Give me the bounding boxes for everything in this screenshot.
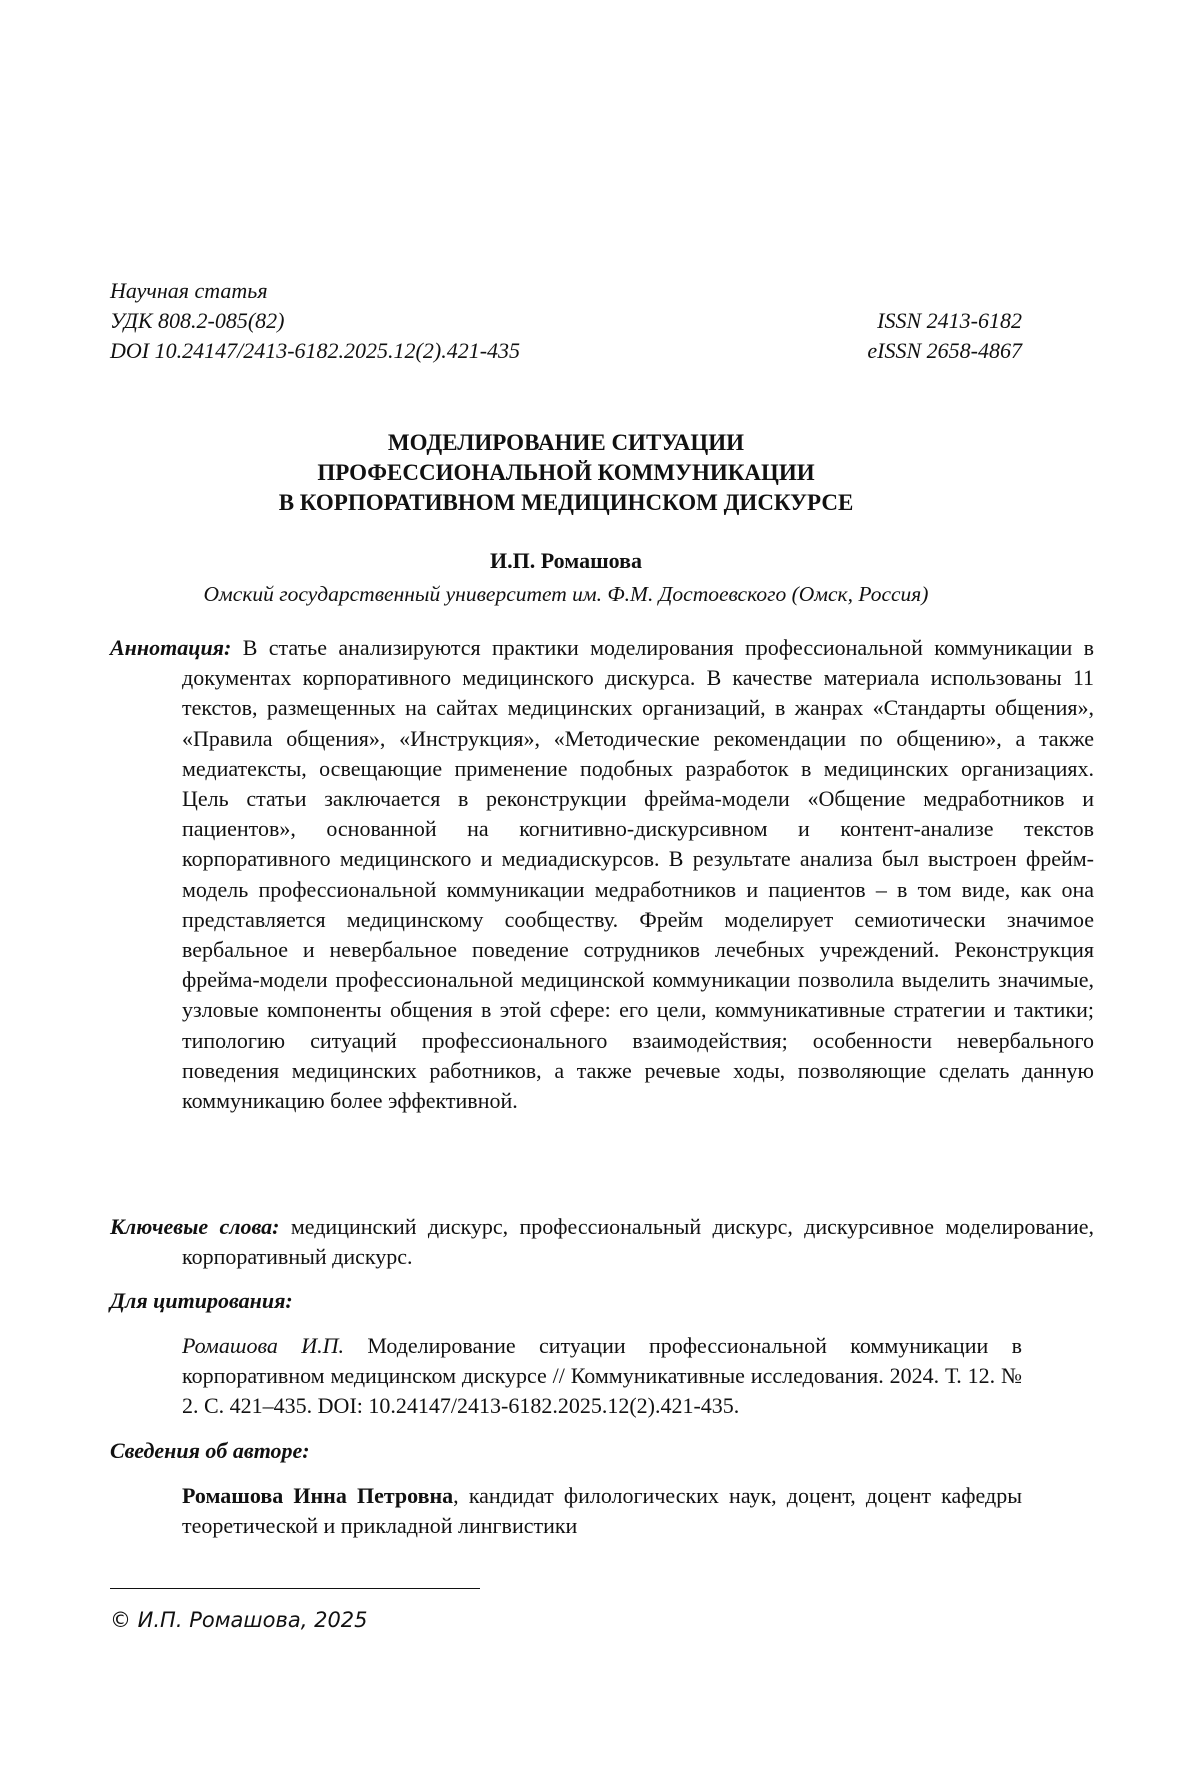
title-line-2: ПРОФЕССИОНАЛЬНОЙ КОММУНИКАЦИИ <box>317 460 815 485</box>
citation-heading: Для цитирования: <box>110 1288 293 1313</box>
title-line-3: В КОРПОРАТИВНОМ МЕДИЦИНСКОМ ДИСКУРСЕ <box>278 490 854 515</box>
abstract-label: Аннотация: <box>110 635 232 660</box>
author-info-text: , кандидат филологических наук, доцент, доцент кафедры теоретической и прикладной лингвистики <box>182 1483 1023 1539</box>
author-info-block <box>182 1481 1022 1541</box>
citation-author: Ромашова И.П. <box>182 1333 344 1358</box>
author-info-heading: Сведения об авторе: <box>110 1438 310 1463</box>
issn-code: ISSN 2413-6182 <box>877 308 1022 333</box>
abstract-text: В статье анализируются практики моделирования профессиональной коммуникации в документах корпоративного медицинского дискурса. В качестве материала использованы 11 текстов, размещенных на сайтах медицинских организаций, в жанрах «Стандарты общения», «Правила общения», «Инструкция», «Методические рекомендации по общению», а также медиатексты, освещающие применение подобных разработок в медицинских организациях. Цель статьи заключается в реконструкции фрейма-модели «Общение медработников и пациентов», основанной на когнитивно-дискурсивном и контент-анализе текстов корпоративного медицинского и медиадискурсов. В результате анализа был выстроен фрейм-модель профессиональной коммуникации медработников и пациентов – в том виде, как она представляется медицинскому сообществу. Фрейм моделирует семиотически значимое вербальное и невербальное поведение сотрудников лечебных учреждений. Реконструкция фрейма-модели профессиональной медицинской коммуникации позволила выделить значимые, узловые компоненты общения в этой сфере: его цели, коммуникативные стратегии и тактики; типологию ситуаций профессионального взаимодействия; особенности невербального поведения медицинских работников, а также речевые ходы, позволяющие сделать данную коммуникацию более эффективной. <box>182 635 1095 1114</box>
author-info-name: Ромашова Инна Петровна <box>182 1483 454 1508</box>
author-name: И.П. Ромашова <box>490 548 642 573</box>
article-type: Научная статья <box>110 278 268 303</box>
citation-text: Моделирование ситуации профессиональной коммуникации в корпоративном медицинском дискурсе // Коммуникативные исследования. 2024. Т. 12. № 2. С. 421–435. DOI: 10.24147/2413-6182.2025.12(2).421-435. <box>182 1333 1022 1419</box>
footnote-divider <box>110 1588 480 1589</box>
article-meta <box>110 276 1022 366</box>
copyright-notice: © И.П. Ромашова, 2025 <box>110 1608 368 1632</box>
keywords-label: Ключевые слова: <box>110 1214 280 1239</box>
doi-code: DOI 10.24147/2413-6182.2025.12(2).421-435 <box>110 338 521 363</box>
author-affiliation: Омский государственный университет им. Ф.М. Достоевского (Омск, Россия) <box>203 582 929 606</box>
udk-code: УДК 808.2-085(82) <box>110 308 285 333</box>
title-line-1: МОДЕЛИРОВАНИЕ СИТУАЦИИ <box>387 430 745 455</box>
article-title <box>110 428 1022 518</box>
eissn-code: eISSN 2658-4867 <box>867 338 1022 363</box>
citation-block <box>182 1331 1022 1422</box>
keywords-text: медицинский дискурс, профессиональный дискурс, дискурсивное моделирование, корпоративный дискурс. <box>182 1214 1094 1270</box>
abstract <box>110 633 1094 1116</box>
keywords <box>110 1212 1094 1272</box>
